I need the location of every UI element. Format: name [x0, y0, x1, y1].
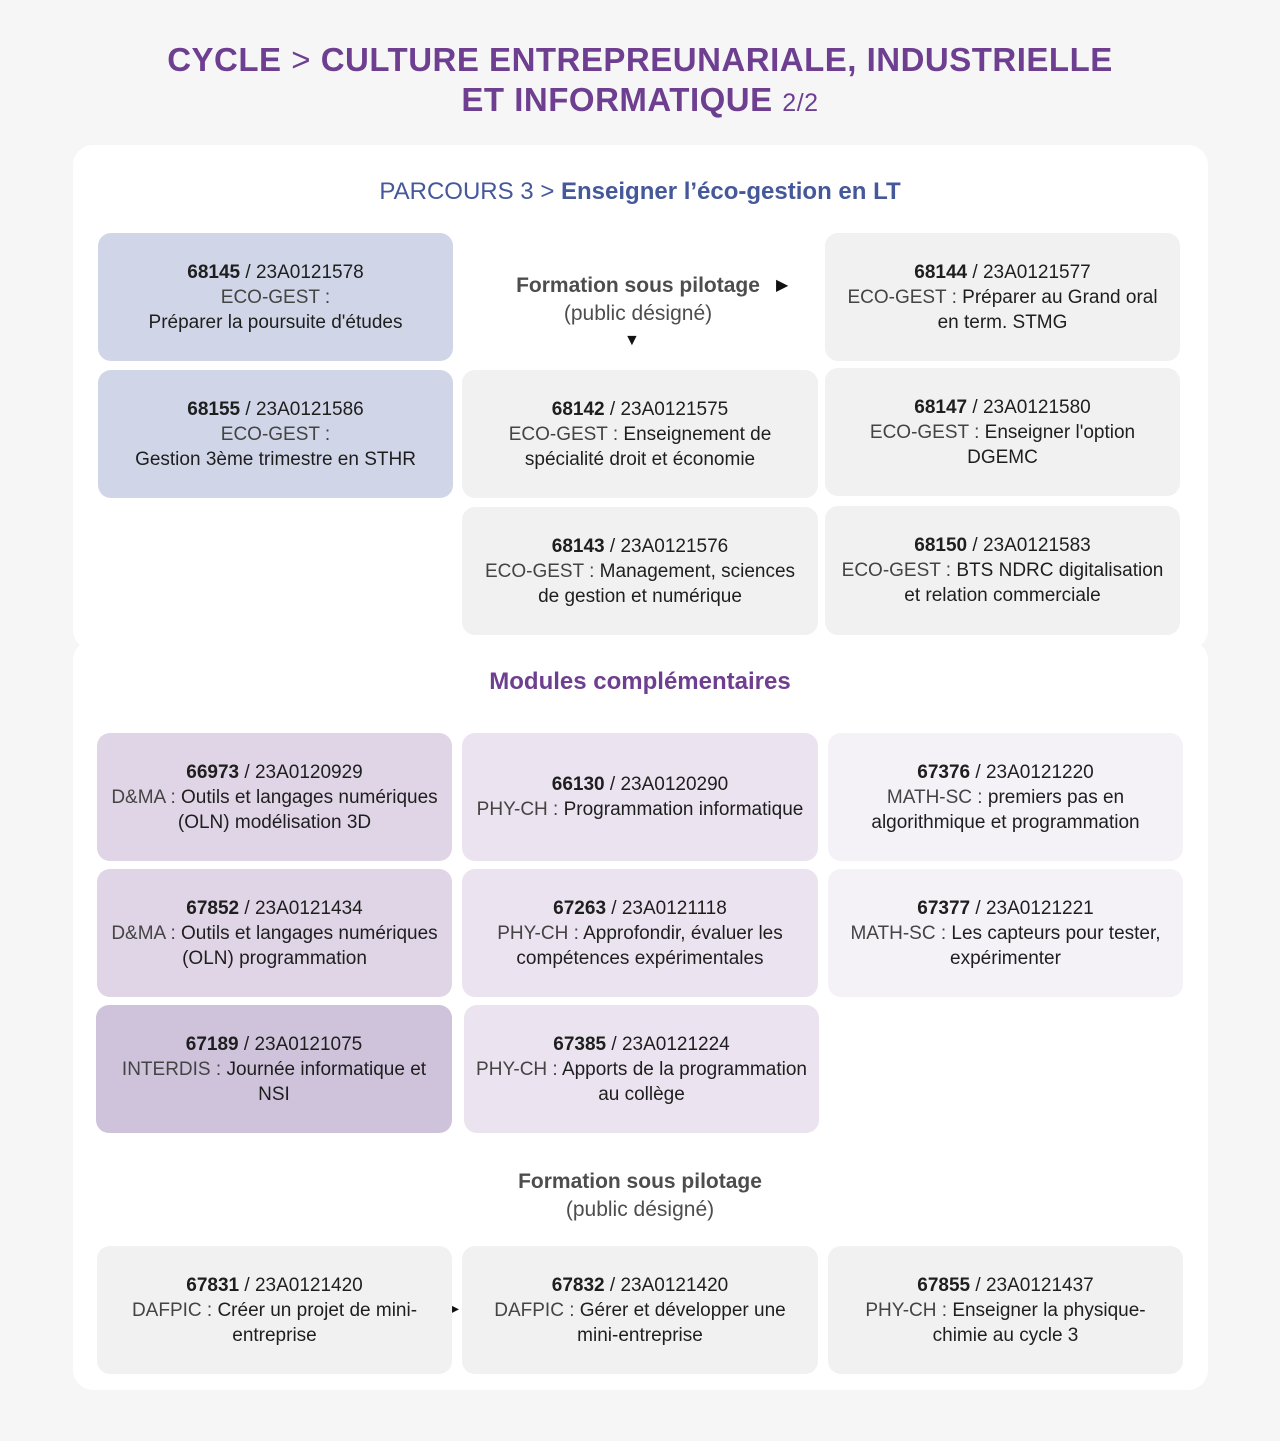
course-code: / 23A0121437 [970, 1274, 1094, 1296]
course-title: Journée informatique et NSI [226, 1058, 427, 1105]
title-separator: > [291, 41, 312, 78]
course-card-67189[interactable] [96, 1005, 452, 1133]
course-domain: ECO-GEST : [220, 423, 331, 445]
course-number: 66973 [186, 761, 240, 783]
course-title: Management, sciences de gestion et numérique [538, 560, 796, 607]
course-number: 67852 [186, 897, 240, 919]
arrow-right-small-icon: ▸ [452, 1300, 460, 1316]
course-code: / 23A0121220 [970, 761, 1094, 783]
course-domain: ECO-GEST : [508, 423, 624, 445]
course-card-68147[interactable] [825, 368, 1180, 496]
course-card-68150[interactable] [825, 506, 1180, 635]
course-title: Enseigner l'option DGEMC [967, 421, 1136, 468]
course-domain: MATH-SC : [886, 786, 988, 808]
course-number: 68143 [551, 535, 605, 557]
course-domain: ECO-GEST : [484, 560, 600, 582]
course-code: / 23A0120929 [239, 761, 363, 783]
modules-pilotage [440, 1168, 840, 1224]
page-title [0, 40, 1280, 123]
course-number: 67376 [917, 761, 971, 783]
course-code: / 23A0121075 [238, 1033, 363, 1055]
course-number: 68150 [914, 535, 968, 556]
course-domain: MATH-SC : [850, 922, 952, 944]
course-card-68143[interactable] [462, 507, 818, 635]
course-code: / 23A0121221 [970, 897, 1094, 919]
course-card-68142[interactable] [462, 370, 818, 498]
course-code: / 23A0121586 [240, 398, 364, 420]
arrow-down-icon: ▼ [624, 332, 640, 349]
course-code: / 23A0120290 [604, 774, 729, 795]
pilotage-title: Formation sous pilotage [516, 274, 760, 297]
course-card-67855[interactable] [828, 1246, 1183, 1374]
course-code: / 23A0121583 [967, 535, 1091, 556]
course-number: 67377 [917, 897, 971, 919]
course-number: 67831 [186, 1274, 240, 1296]
parcours-pilotage [463, 272, 813, 328]
course-card-66130[interactable] [462, 733, 818, 861]
title-line-2: ET INFORMATIQUE [461, 81, 773, 118]
course-title: Gestion 3ème trimestre en STHR [135, 448, 416, 470]
course-code: / 23A0121575 [604, 398, 729, 420]
course-code: / 23A0121577 [967, 261, 1091, 283]
pilotage-title: Formation sous pilotage [518, 1170, 762, 1193]
parcours-label: PARCOURS 3 > [379, 178, 555, 205]
course-domain: ECO-GEST : [869, 421, 985, 443]
course-card-67376[interactable] [828, 733, 1183, 861]
course-card-68155[interactable] [98, 370, 453, 498]
course-domain: ECO-GEST : [220, 286, 331, 308]
course-title: BTS NDRC digitalisation et relation commerciale [904, 560, 1164, 606]
course-domain: PHY-CH : [497, 922, 584, 944]
course-card-67832[interactable] [462, 1246, 818, 1374]
course-number: 67189 [185, 1033, 239, 1055]
course-title: Programmation informatique [563, 799, 804, 820]
course-title: premiers pas en algorithmique et programmation [871, 786, 1140, 833]
page-indicator: 2/2 [782, 89, 819, 117]
course-title: Enseigner la physique-chimie au cycle 3 [932, 1299, 1146, 1346]
course-card-67263[interactable] [462, 869, 818, 997]
pilotage-subtitle: (public désigné) [563, 302, 713, 325]
arrow-right-icon: ▶ [776, 277, 789, 294]
parcours-title: Enseigner l’éco-gestion en LT [561, 178, 901, 205]
course-title: Outils et langages numériques (OLN) modélisation 3D [177, 786, 438, 833]
course-title: Créer un projet de mini-entreprise [217, 1299, 418, 1346]
course-title: Préparer au Grand oral en term. STMG [937, 286, 1158, 333]
course-domain: INTERDIS : [121, 1058, 227, 1080]
course-number: 68155 [187, 398, 241, 420]
course-card-67377[interactable] [828, 869, 1183, 997]
course-code: / 23A0121580 [967, 396, 1091, 418]
course-card-68145[interactable] [98, 233, 453, 361]
course-title: Approfondir, évaluer les compétences expérimentales [516, 922, 783, 969]
course-title: Gérer et développer une mini-entreprise [577, 1299, 786, 1346]
course-number: 67832 [551, 1274, 605, 1296]
course-card-68144[interactable] [825, 233, 1180, 361]
course-title: Outils et langages numériques (OLN) programmation [181, 922, 438, 969]
course-card-67385[interactable] [464, 1005, 819, 1133]
course-number: 68145 [187, 261, 241, 283]
course-number: 67263 [553, 897, 607, 919]
course-domain: DAFPIC : [494, 1299, 580, 1321]
course-code: / 23A0121224 [606, 1033, 730, 1055]
pilotage-subtitle: (public désigné) [565, 1198, 715, 1221]
course-domain: D&MA : [111, 922, 182, 944]
course-code: / 23A0121576 [604, 535, 729, 557]
course-number: 67855 [917, 1274, 971, 1296]
course-number: 67385 [553, 1033, 607, 1055]
course-code: / 23A0121420 [604, 1274, 729, 1296]
course-code: / 23A0121578 [240, 261, 364, 283]
course-code: / 23A0121434 [239, 897, 363, 919]
course-card-67852[interactable] [97, 869, 452, 997]
course-title: Apports de la programmation au collège [561, 1058, 807, 1105]
course-title: Préparer la poursuite d'études [148, 311, 403, 333]
course-domain: D&MA : [111, 786, 182, 808]
course-card-67831[interactable] [97, 1246, 452, 1374]
title-cycle: CYCLE [167, 41, 282, 78]
course-number: 68144 [914, 261, 968, 283]
course-domain: PHY-CH : [476, 1058, 562, 1080]
course-card-66973[interactable] [97, 733, 452, 861]
course-domain: ECO-GEST : [841, 560, 957, 581]
course-number: 68147 [914, 396, 968, 418]
title-line-1: CULTURE ENTREPREUNARIALE, INDUSTRIELLE [320, 41, 1113, 78]
course-code: / 23A0121420 [239, 1274, 363, 1296]
course-title: Les capteurs pour tester, expérimenter [950, 922, 1161, 969]
modules-heading: Modules complémentaires [489, 668, 791, 695]
course-code: / 23A0121118 [606, 897, 727, 919]
course-domain: PHY-CH : [476, 799, 564, 820]
course-title: Enseignement de spécialité droit et économie [524, 423, 772, 470]
course-domain: PHY-CH : [865, 1299, 953, 1321]
course-number: 66130 [551, 774, 605, 795]
course-number: 68142 [551, 398, 605, 420]
course-domain: ECO-GEST : [847, 286, 963, 308]
parcours-heading [0, 178, 1280, 206]
course-domain: DAFPIC : [131, 1299, 218, 1321]
